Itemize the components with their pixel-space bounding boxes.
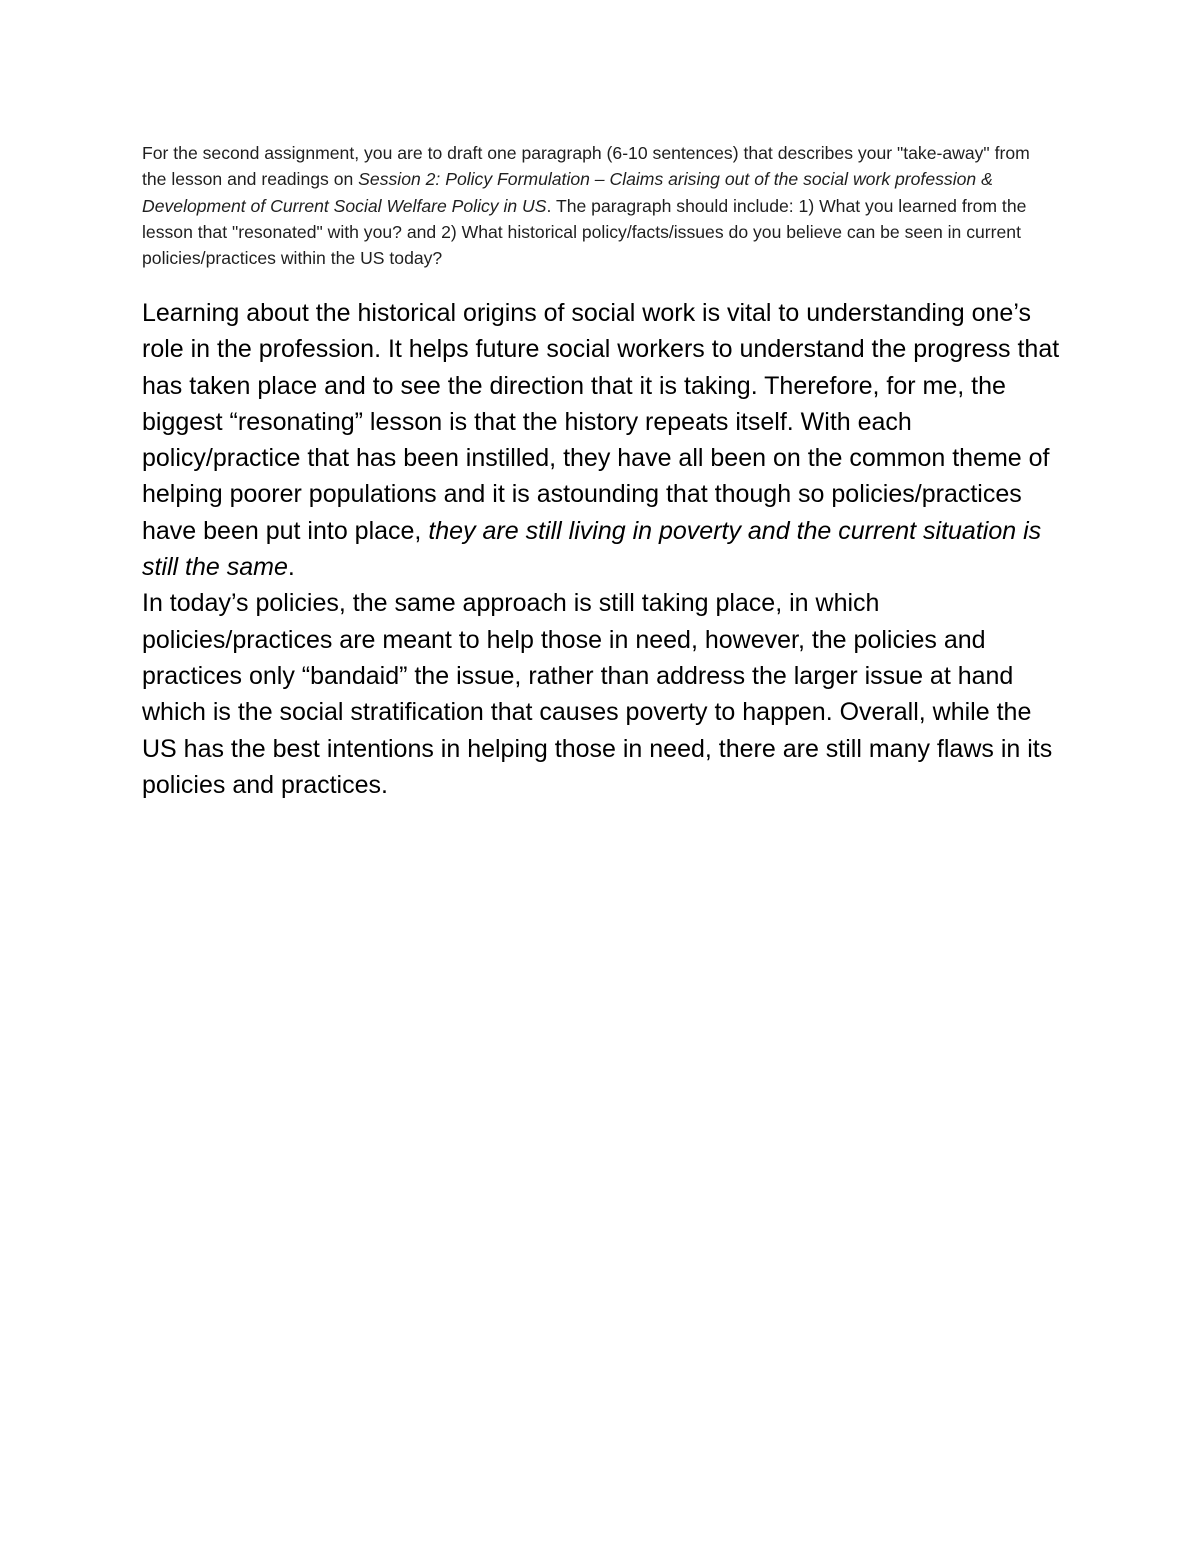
prompt-text-start: For the second assignment, you are to draft one paragraph (6-10 sentences) that describes your "take-away" from the lesson and readings on <box>142 143 1030 190</box>
response-paragraph-1-text: Learning about the historical origins of social work is vital to understanding one’s role in the profession. It helps future social workers to understand the progress that has taken place and to see the direction that it is taking. Therefore, for me, the biggest “resonating” lesson is that the history repeats itself. With each policy/practice that has been instilled, they have all been on the common theme of helping poorer populations and it is astounding that though so policies/practices have been put into place, <box>142 299 1060 545</box>
student-response <box>142 295 1062 803</box>
response-paragraph-2: In today’s policies, the same approach is still taking place, in which policies/practices are meant to help those in need, however, the policies and practices only “bandaid” the issue, rather than address the larger issue at hand which is the social stratification that causes poverty to happen. Overall, while the US has the best intentions in helping those in need, there are still many flaws in its policies and practices. <box>142 589 1053 799</box>
assignment-prompt <box>142 140 1057 271</box>
prompt-session-title: Session 2: Policy Formulation – Claims arising out of the social work profession & Development of Current Social Welfare Policy in US <box>142 169 993 216</box>
prompt-text-end: . The paragraph should include: 1) What you learned from the lesson that "resonated" with you? and 2) What historical policy/facts/issues do you believe can be seen in current policies/practices within the US today? <box>142 195 1027 269</box>
response-paragraph-1-emphasis: they are still living in poverty and the current situation is still the same <box>142 516 1042 582</box>
response-paragraph-1 <box>142 295 1062 585</box>
response-paragraph-1-period: . <box>287 553 295 582</box>
